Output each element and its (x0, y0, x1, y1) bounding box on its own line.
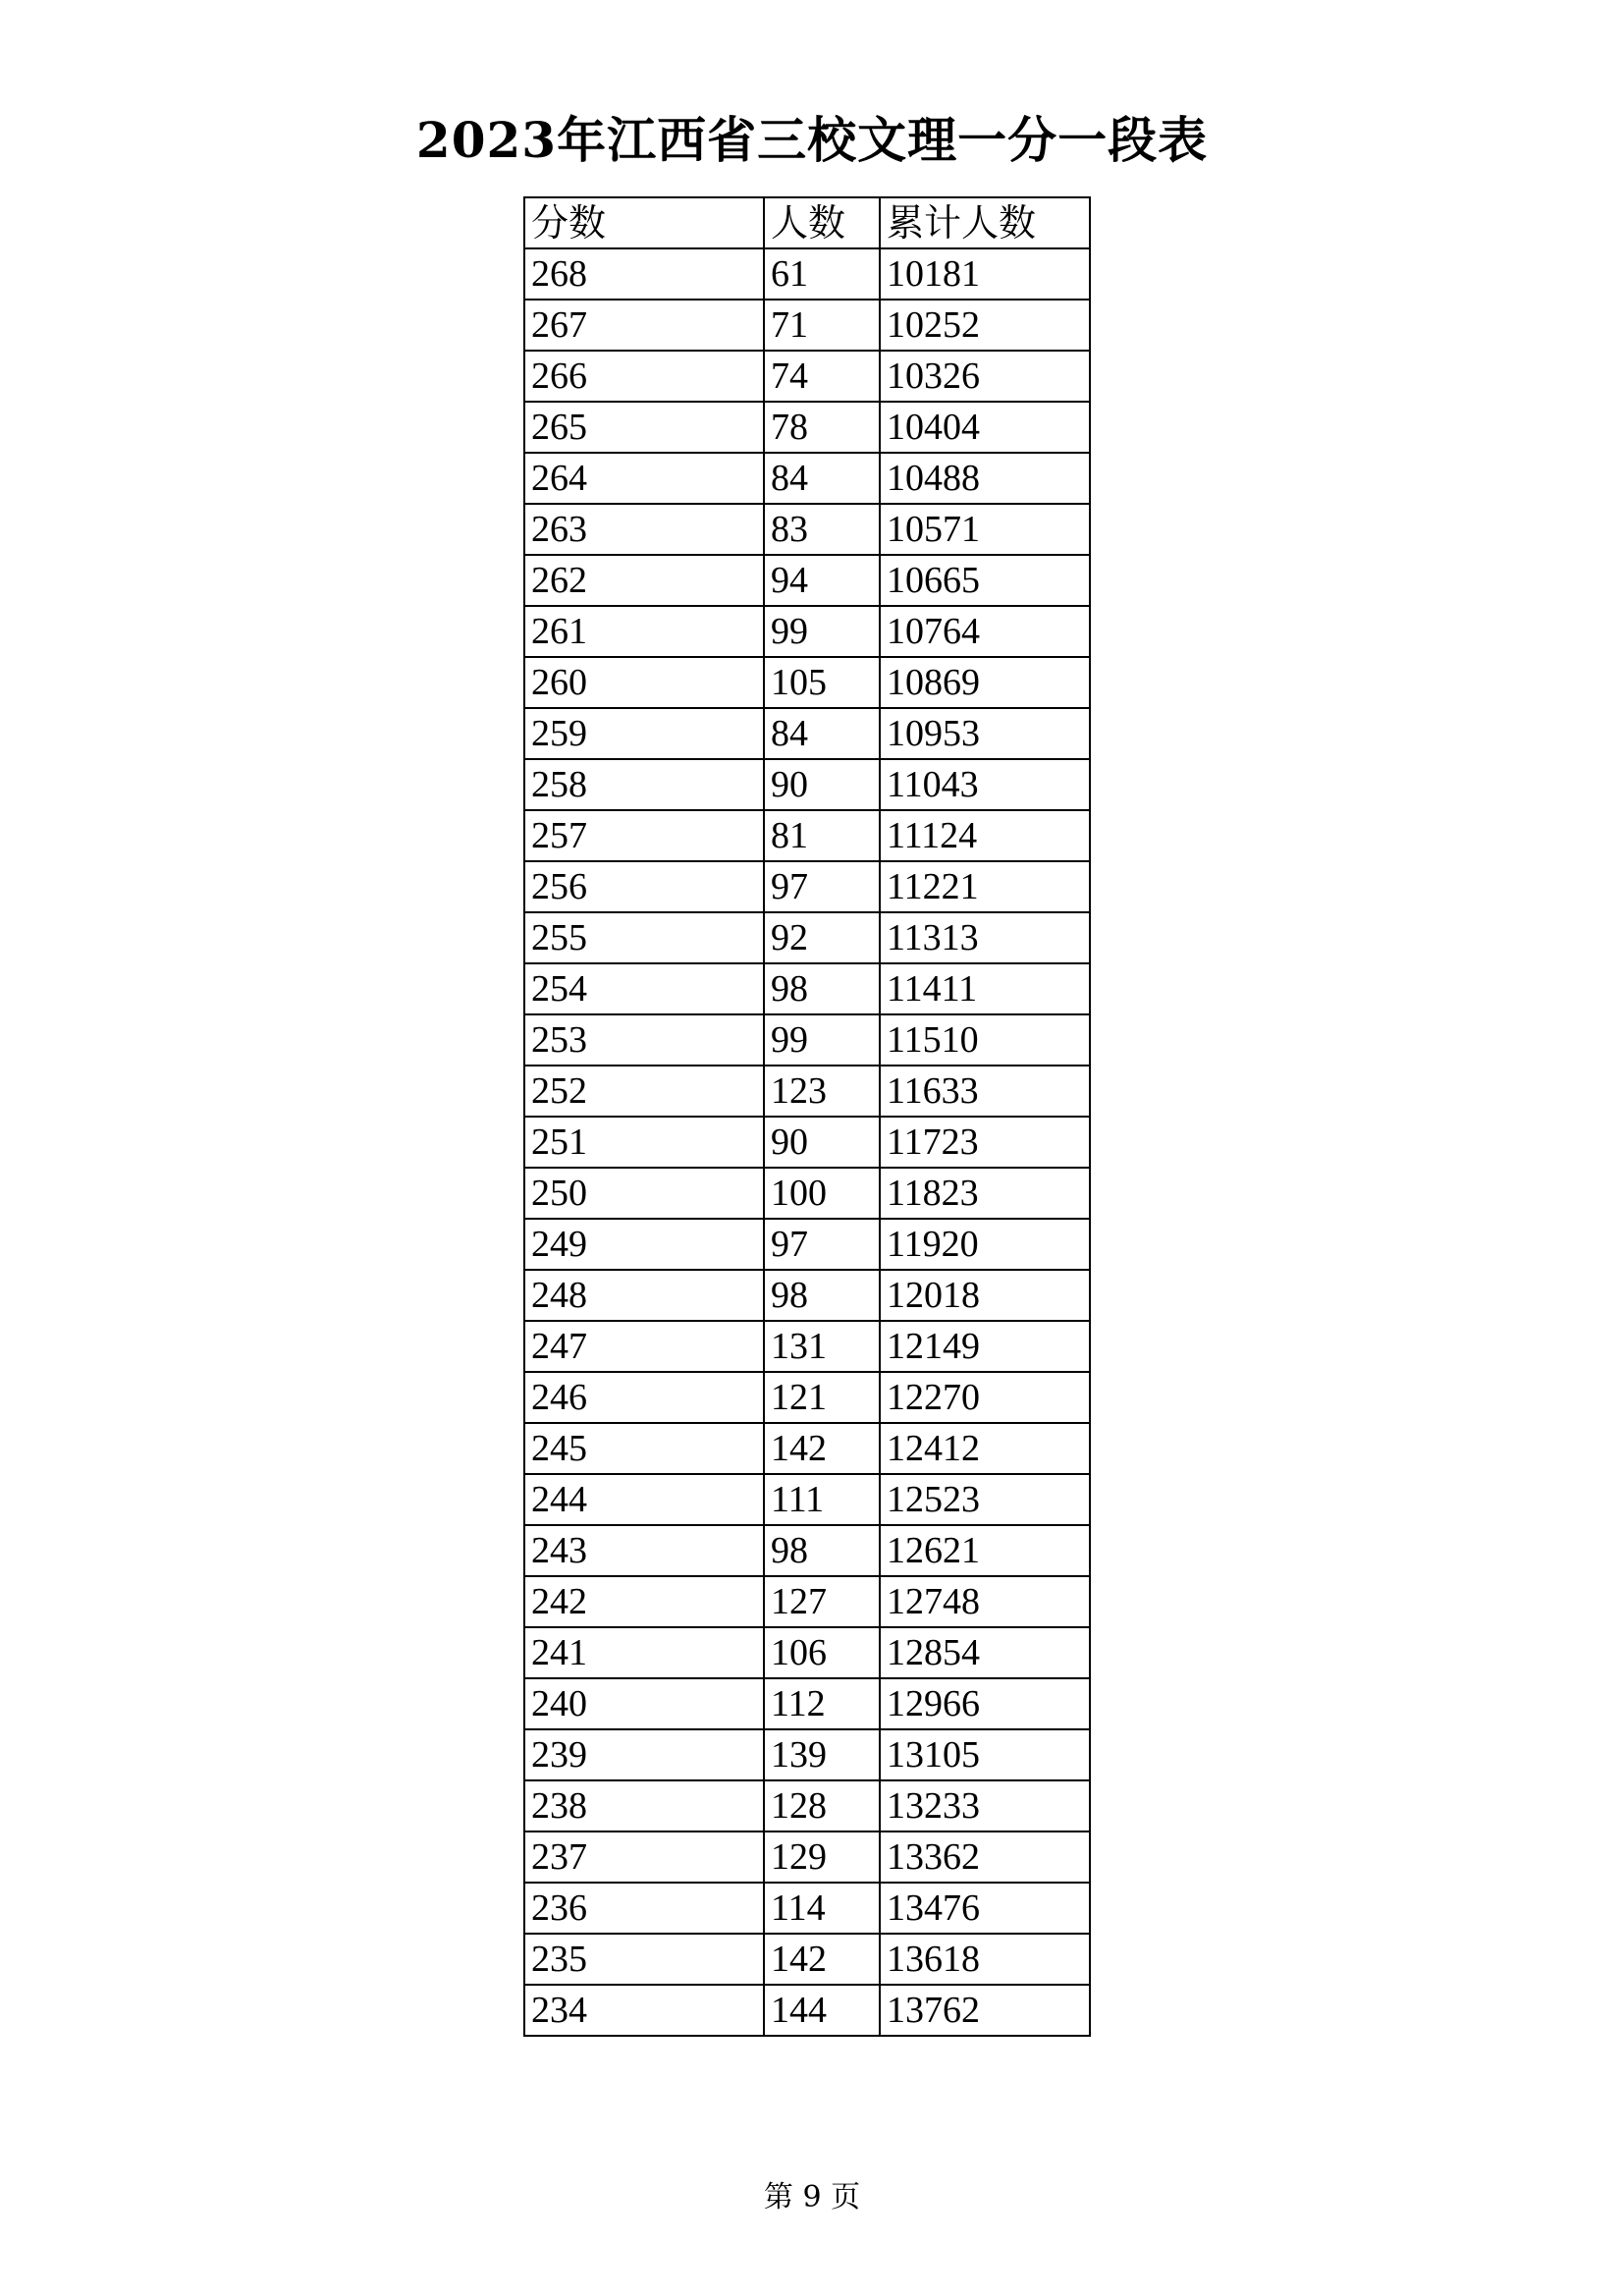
table-row (524, 810, 1090, 861)
cell-cumulative: 11723 (880, 1117, 1090, 1168)
cell-count: 99 (764, 1014, 880, 1066)
cell-cumulative: 10252 (880, 300, 1090, 351)
cell-cumulative: 10665 (880, 555, 1090, 606)
cell-count: 131 (764, 1321, 880, 1372)
cell-count: 98 (764, 1525, 880, 1576)
cell-score: 266 (524, 351, 764, 402)
cell-count: 97 (764, 861, 880, 912)
cell-cumulative: 12270 (880, 1372, 1090, 1423)
cell-cumulative: 10571 (880, 504, 1090, 555)
cell-cumulative: 13233 (880, 1780, 1090, 1831)
cell-score: 234 (524, 1985, 764, 2036)
cell-score: 255 (524, 912, 764, 963)
cell-cumulative: 11043 (880, 759, 1090, 810)
table-row (524, 1321, 1090, 1372)
cell-score: 238 (524, 1780, 764, 1831)
table-row (524, 1576, 1090, 1627)
cell-cumulative: 13105 (880, 1729, 1090, 1780)
table-row (524, 1066, 1090, 1117)
cell-cumulative: 12748 (880, 1576, 1090, 1627)
table-row (524, 1678, 1090, 1729)
table-row (524, 300, 1090, 351)
table-row (524, 1934, 1090, 1985)
column-header-cumulative: 累计人数 (880, 197, 1090, 248)
table-row (524, 1474, 1090, 1525)
cell-count: 94 (764, 555, 880, 606)
cell-count: 90 (764, 759, 880, 810)
cell-score: 256 (524, 861, 764, 912)
table-row (524, 1219, 1090, 1270)
cell-cumulative: 13618 (880, 1934, 1090, 1985)
cell-count: 121 (764, 1372, 880, 1423)
cell-score: 262 (524, 555, 764, 606)
cell-count: 105 (764, 657, 880, 708)
table-row (524, 708, 1090, 759)
cell-score: 251 (524, 1117, 764, 1168)
cell-score: 252 (524, 1066, 764, 1117)
cell-count: 100 (764, 1168, 880, 1219)
cell-count: 127 (764, 1576, 880, 1627)
cell-count: 71 (764, 300, 880, 351)
table-row (524, 1168, 1090, 1219)
cell-score: 239 (524, 1729, 764, 1780)
cell-cumulative: 13362 (880, 1831, 1090, 1883)
cell-score: 247 (524, 1321, 764, 1372)
cell-count: 112 (764, 1678, 880, 1729)
cell-score: 254 (524, 963, 764, 1014)
cell-count: 92 (764, 912, 880, 963)
table-row (524, 657, 1090, 708)
cell-count: 106 (764, 1627, 880, 1678)
cell-score: 249 (524, 1219, 764, 1270)
table-row (524, 1985, 1090, 2036)
table-header-row (524, 197, 1090, 248)
cell-count: 139 (764, 1729, 880, 1780)
table-row (524, 248, 1090, 300)
cell-count: 98 (764, 1270, 880, 1321)
cell-score: 245 (524, 1423, 764, 1474)
cell-score: 263 (524, 504, 764, 555)
cell-cumulative: 11124 (880, 810, 1090, 861)
cell-count: 78 (764, 402, 880, 453)
cell-cumulative: 11313 (880, 912, 1090, 963)
table-row (524, 1117, 1090, 1168)
cell-cumulative: 11633 (880, 1066, 1090, 1117)
cell-count: 114 (764, 1883, 880, 1934)
cell-score: 235 (524, 1934, 764, 1985)
table-row (524, 912, 1090, 963)
table-row (524, 402, 1090, 453)
cell-cumulative: 11510 (880, 1014, 1090, 1066)
cell-count: 128 (764, 1780, 880, 1831)
cell-cumulative: 10953 (880, 708, 1090, 759)
cell-count: 123 (764, 1066, 880, 1117)
table-row (524, 861, 1090, 912)
cell-cumulative: 12966 (880, 1678, 1090, 1729)
cell-cumulative: 10181 (880, 248, 1090, 300)
cell-score: 241 (524, 1627, 764, 1678)
cell-count: 142 (764, 1423, 880, 1474)
table-row (524, 963, 1090, 1014)
table-row (524, 606, 1090, 657)
table-row (524, 1831, 1090, 1883)
cell-score: 248 (524, 1270, 764, 1321)
cell-score: 260 (524, 657, 764, 708)
column-header-count: 人数 (764, 197, 880, 248)
cell-count: 98 (764, 963, 880, 1014)
score-table (523, 196, 1091, 2037)
table-row (524, 351, 1090, 402)
table-row (524, 555, 1090, 606)
cell-count: 111 (764, 1474, 880, 1525)
cell-cumulative: 12412 (880, 1423, 1090, 1474)
cell-score: 257 (524, 810, 764, 861)
cell-cumulative: 11823 (880, 1168, 1090, 1219)
cell-count: 97 (764, 1219, 880, 1270)
cell-count: 74 (764, 351, 880, 402)
table-row (524, 1423, 1090, 1474)
cell-score: 242 (524, 1576, 764, 1627)
table-row (524, 453, 1090, 504)
cell-cumulative: 10326 (880, 351, 1090, 402)
page-number: 第 9 页 (763, 2180, 861, 2214)
cell-score: 246 (524, 1372, 764, 1423)
cell-score: 240 (524, 1678, 764, 1729)
cell-cumulative: 12018 (880, 1270, 1090, 1321)
cell-cumulative: 12621 (880, 1525, 1090, 1576)
cell-cumulative: 10404 (880, 402, 1090, 453)
cell-cumulative: 13762 (880, 1985, 1090, 2036)
cell-count: 144 (764, 1985, 880, 2036)
cell-score: 250 (524, 1168, 764, 1219)
cell-cumulative: 12523 (880, 1474, 1090, 1525)
cell-cumulative: 11411 (880, 963, 1090, 1014)
cell-count: 61 (764, 248, 880, 300)
cell-count: 90 (764, 1117, 880, 1168)
cell-count: 142 (764, 1934, 880, 1985)
cell-cumulative: 12854 (880, 1627, 1090, 1678)
page-title: 2023年江西省三校文理一分一段表 (415, 111, 1209, 169)
table-row (524, 1883, 1090, 1934)
table-row (524, 504, 1090, 555)
cell-count: 83 (764, 504, 880, 555)
table-row (524, 1372, 1090, 1423)
cell-count: 99 (764, 606, 880, 657)
table-row (524, 1014, 1090, 1066)
table-row (524, 759, 1090, 810)
table-row (524, 1729, 1090, 1780)
cell-score: 268 (524, 248, 764, 300)
cell-cumulative: 10869 (880, 657, 1090, 708)
cell-score: 236 (524, 1883, 764, 1934)
cell-count: 84 (764, 708, 880, 759)
table-row (524, 1270, 1090, 1321)
cell-score: 237 (524, 1831, 764, 1883)
table-row (524, 1627, 1090, 1678)
cell-cumulative: 11920 (880, 1219, 1090, 1270)
cell-cumulative: 11221 (880, 861, 1090, 912)
cell-count: 84 (764, 453, 880, 504)
cell-cumulative: 10488 (880, 453, 1090, 504)
table-body (524, 248, 1090, 2036)
cell-count: 81 (764, 810, 880, 861)
table-row (524, 1525, 1090, 1576)
cell-score: 261 (524, 606, 764, 657)
cell-cumulative: 13476 (880, 1883, 1090, 1934)
cell-score: 267 (524, 300, 764, 351)
table-row (524, 1780, 1090, 1831)
column-header-score: 分数 (524, 197, 764, 248)
cell-cumulative: 10764 (880, 606, 1090, 657)
cell-score: 244 (524, 1474, 764, 1525)
cell-score: 265 (524, 402, 764, 453)
cell-score: 253 (524, 1014, 764, 1066)
cell-cumulative: 12149 (880, 1321, 1090, 1372)
cell-count: 129 (764, 1831, 880, 1883)
cell-score: 264 (524, 453, 764, 504)
cell-score: 258 (524, 759, 764, 810)
cell-score: 259 (524, 708, 764, 759)
cell-score: 243 (524, 1525, 764, 1576)
